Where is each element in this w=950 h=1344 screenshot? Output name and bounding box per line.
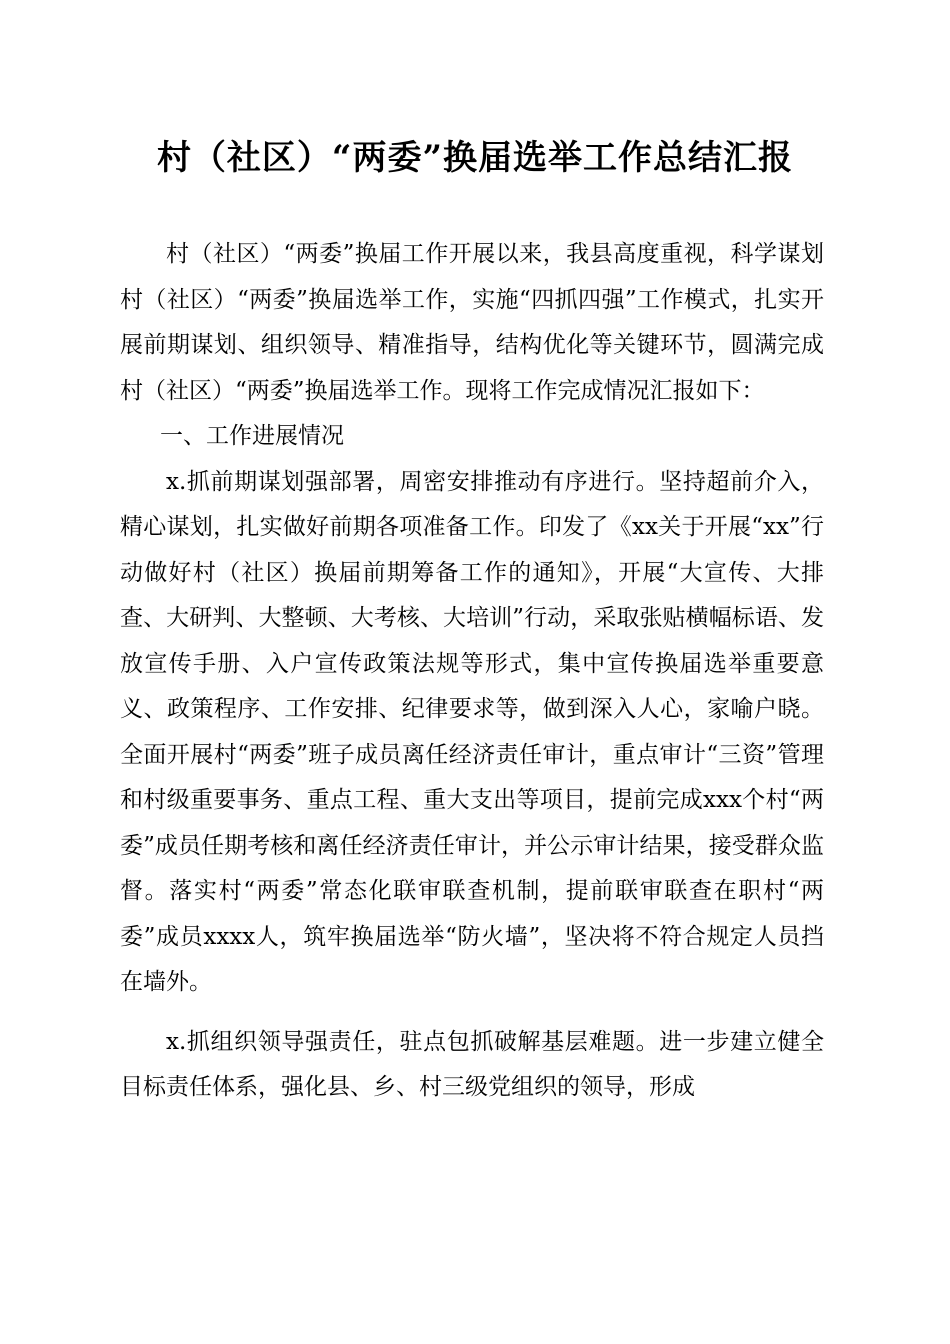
intro-paragraph: 村（社区）“两委”换届工作开展以来，我县高度重视，科学谋划村（社区）“两委”换届选举工作，实施“四抓四强”工作模式，扎实开展前期谋划、组织领导、精准指导，结构优化等关键环节，圆满完成村（社区）“两委”换届选举工作。现将工作完成情况汇报如下： — [120, 241, 824, 404]
section-heading: 一、工作进展情况 — [160, 423, 344, 449]
item-2-paragraph: x.抓组织领导强责任，驻点包抓破解基层难题。进一步建立健全目标责任体系，强化县、乡、村三级党组织的领导，形成 — [120, 1028, 824, 1100]
document-body — [120, 232, 824, 1111]
document-title: 村（社区）“两委”换届选举工作总结汇报 — [156, 138, 794, 178]
item-1-paragraph: x.抓前期谋划强部署，周密安排推动有序进行。坚持超前介入，精心谋划，扎实做好前期各项准备工作。印发了《xx关于开展“xx”行动做好村（社区）换届前期筹备工作的通知》，开展“大宣传、大排查、大研判、大整顿、大考核、大培训”行动，采取张贴横幅标语、发放宣传手册、入户宣传政策法规等形式，集中宣传换届选举重要意义、政策程序、工作安排、纪律要求等，做到深入人心，家喻户晓。全面开展村“两委”班子成员离任经济责任审计，重点审计“三资”管理和村级重要事务、重点工程、重大支出等项目，提前完成xxx个村“两委”成员任期考核和离任经济责任审计，并公示审计结果，接受群众监督。落实村“两委”常态化联审联查机制，提前联审联查在职村“两委”成员xxxx人，筑牢换届选举“防火墙”，坚决将不符合规定人员挡在墙外。 — [120, 468, 824, 995]
